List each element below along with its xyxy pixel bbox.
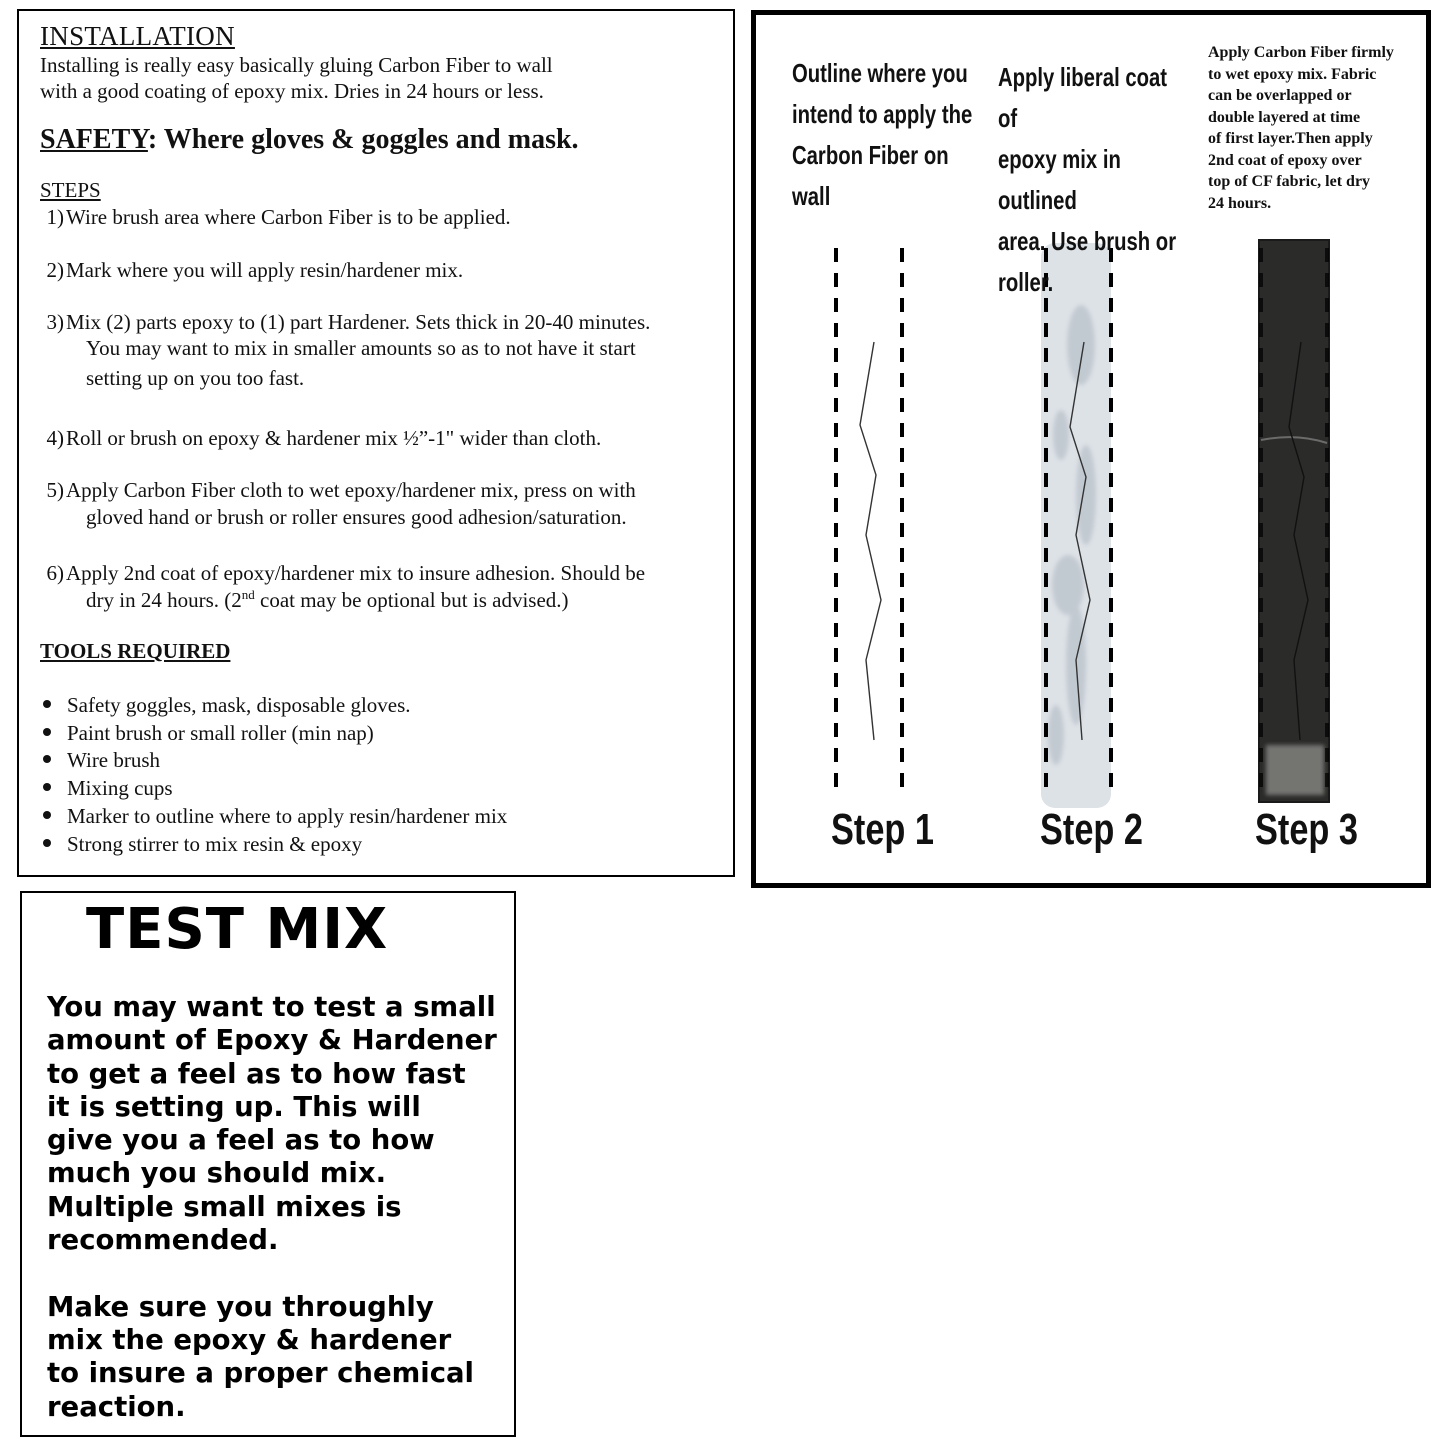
tool-list-item: Safety goggles, mask, disposable gloves. (40, 693, 411, 718)
step2-label: Step 2 (1040, 805, 1143, 854)
test-mix-paragraph: Make sure you throughly mix the epoxy & hardener to insure a proper chemical reaction. (47, 1290, 474, 1423)
safety-text: : Where gloves & goggles and mask. (147, 124, 579, 155)
step1-caption: Outline where you intend to apply the Carbon Fiber on wall (792, 58, 973, 211)
step-item: 2)Mark where you will apply resin/hardener mix. (46, 258, 464, 282)
step2-epoxy-illustration (1041, 243, 1111, 808)
test-mix-panel (20, 891, 516, 1437)
step-item-continued: You may want to mix in smaller amounts so as to not have it start (86, 336, 636, 360)
safety-note (40, 124, 579, 156)
intro-line: with a good coating of epoxy mix. Dries in 24 hours or less. (40, 79, 544, 103)
tool-list-item: Wire brush (40, 748, 160, 773)
bullet-icon (43, 839, 51, 847)
safety-label: SAFETY (40, 124, 148, 155)
test-mix-title: TEST MIX (86, 897, 389, 962)
tool-list-item: Paint brush or small roller (min nap) (40, 721, 374, 746)
wall-crack (860, 342, 881, 740)
step-item: 3)Mix (2) parts epoxy to (1) part Hardener. Sets thick in 20-40 minutes. (46, 310, 651, 334)
step1-label: Step 1 (831, 805, 934, 854)
step-item: 6)Apply 2nd coat of epoxy/hardener mix to insure adhesion. Should be (46, 561, 646, 585)
carbon-fiber-strip (1259, 240, 1329, 802)
step3-caption: Apply Carbon Fiber firmly to wet epoxy mix. Fabric can be overlapped or double layered at time of first layer.Then apply 2nd coat of epoxy over top of CF fabric, let dry 24 hours. (1208, 44, 1394, 212)
step3-carbon-fiber-illustration (1259, 240, 1329, 802)
step-item-continued: setting up on you too fast. (86, 366, 305, 390)
intro-line: Installing is really easy basically gluing Carbon Fiber to wall (40, 53, 553, 77)
step-item-continued: gloved hand or brush or roller ensures good adhesion/saturation. (86, 505, 627, 529)
step2-caption: Apply liberal coat of epoxy mix in outlined area. Use brush or roller. (998, 62, 1177, 297)
step1-outline-illustration (836, 248, 902, 795)
tools-heading: TOOLS REQUIRED (40, 639, 231, 663)
tool-list-item: Mixing cups (40, 776, 173, 801)
step-item-continued: dry in 24 hours. (2nd coat may be optional but is advised.) (86, 587, 569, 612)
bullet-icon (43, 783, 51, 791)
bullet-icon (43, 755, 51, 763)
tool-list-item: Marker to outline where to apply resin/hardener mix (40, 804, 507, 829)
step3-label: Step 3 (1255, 805, 1358, 854)
steps-heading: STEPS (40, 178, 101, 202)
steps-illustration-panel (751, 10, 1431, 888)
installation-panel (17, 9, 735, 877)
test-mix-paragraph: You may want to test a small amount of Epoxy & Hardener to get a feel as to how fast it is setting up. This will give you a feel as to how much you should mix. Multiple small mixes is recommended. (47, 991, 497, 1257)
bullet-icon (43, 811, 51, 819)
bullet-icon (43, 700, 51, 708)
step-item: 4)Roll or brush on epoxy & hardener mix ½”-1" wider than cloth. (46, 426, 602, 450)
test-mix-body (47, 991, 517, 1424)
step-item: 5)Apply Carbon Fiber cloth to wet epoxy/hardener mix, press on with (46, 478, 636, 502)
step-item: 1)Wire brush area where Carbon Fiber is to be applied. (46, 205, 511, 229)
bullet-icon (43, 728, 51, 736)
tool-list-item: Strong stirrer to mix resin & epoxy (40, 832, 362, 857)
installation-heading: INSTALLATION (40, 21, 235, 51)
